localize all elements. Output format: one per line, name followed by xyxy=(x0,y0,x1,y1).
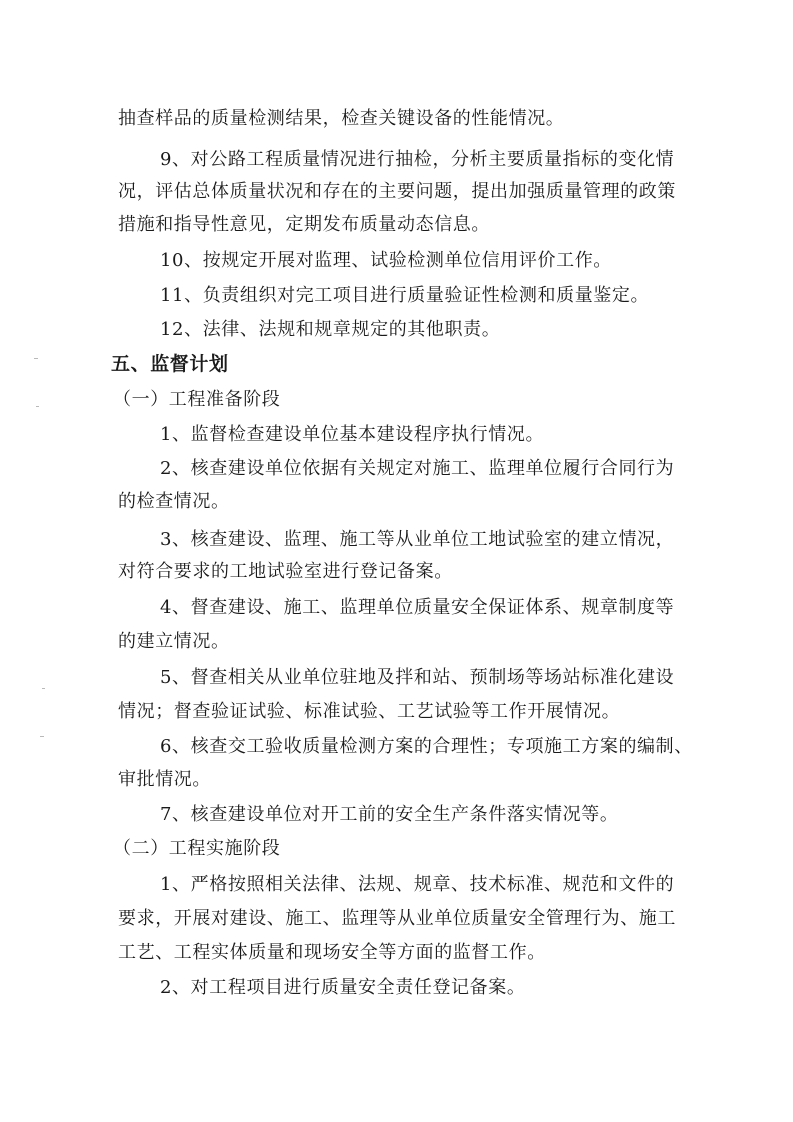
text-line: 1、监督检查建设单位基本建设程序执行情况。 xyxy=(160,424,545,445)
text-line: 措施和指导性意见，定期发布质量动态信息。 xyxy=(118,214,490,235)
scan-mark xyxy=(42,688,45,689)
text-line: 的检查情况。 xyxy=(118,491,230,512)
text-line: 11、负责组织对完工项目进行质量验证性检测和质量鉴定。 xyxy=(160,285,650,306)
text-line: 情况；督查验证试验、标准试验、工艺试验等工作开展情况。 xyxy=(118,701,621,722)
text-line: 审批情况。 xyxy=(118,769,211,790)
text-line: 4、督查建设、施工、监理单位质量安全保证体系、规章制度等 xyxy=(160,597,675,618)
text-line: 7、核查建设单位对开工前的安全生产条件落实情况等。 xyxy=(160,804,619,825)
text-line: 要求，开展对建设、施工、监理等从业单位质量安全管理行为、施工 xyxy=(118,908,676,929)
text-line: 5、督查相关从业单位驻地及拌和站、预制场等场站标准化建设 xyxy=(160,667,675,688)
text-line: 况，评估总体质量状况和存在的主要问题，提出加强质量管理的政策 xyxy=(118,181,676,202)
text-line: 12、法律、法规和规章规定的其他职责。 xyxy=(160,319,501,340)
text-line: 2、核查建设单位依据有关规定对施工、监理单位履行合同行为 xyxy=(160,458,675,479)
text-line: 9、对公路工程质量情况进行抽检，分析主要质量指标的变化情 xyxy=(160,149,675,170)
text-line: 1、严格按照相关法律、法规、规章、技术标准、规范和文件的 xyxy=(160,874,675,895)
text-line: 3、核查建设、监理、施工等从业单位工地试验室的建立情况， xyxy=(160,529,675,550)
subsection-heading: （二）工程实施阶段 xyxy=(113,838,281,859)
text-line: 抽查样品的质量检测结果，检查关键设备的性能情况。 xyxy=(118,108,565,129)
text-line: 工艺、工程实体质量和现场安全等方面的监督工作。 xyxy=(118,942,546,963)
scan-mark xyxy=(34,358,38,359)
section-heading: 五、监督计划 xyxy=(111,353,229,375)
text-line: 6、核查交工验收质量检测方案的合理性；专项施工方案的编制、 xyxy=(160,736,693,757)
text-line: 2、对工程项目进行质量安全责任登记备案。 xyxy=(160,977,526,998)
text-line: 对符合要求的工地试验室进行登记备案。 xyxy=(118,561,453,582)
scan-mark xyxy=(36,406,39,407)
subsection-heading: （一）工程准备阶段 xyxy=(113,389,281,410)
scan-mark xyxy=(40,736,44,737)
text-line: 10、按规定开展对监理、试验检测单位信用评价工作。 xyxy=(160,250,612,271)
text-line: 的建立情况。 xyxy=(118,631,230,652)
